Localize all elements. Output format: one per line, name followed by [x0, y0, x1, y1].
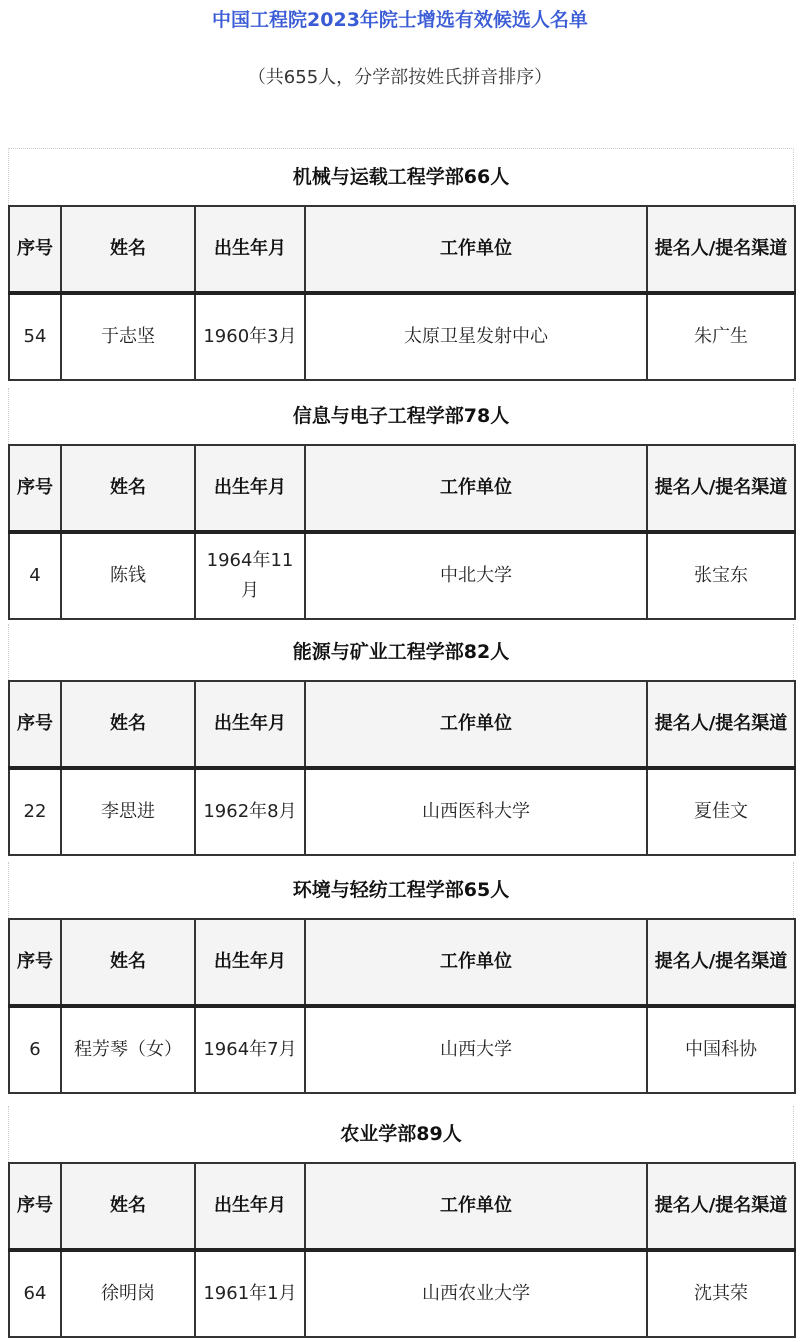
column-header-name: 姓名 [61, 206, 195, 293]
cell-unit: 山西农业大学 [305, 1250, 647, 1337]
table-header-row [9, 206, 795, 293]
column-header-seq: 序号 [9, 206, 61, 293]
table-header-row [9, 1163, 795, 1250]
department-title: 信息与电子工程学部78人 [8, 388, 794, 444]
cell-seq: 4 [9, 532, 61, 619]
table-row [9, 768, 795, 855]
cell-name: 程芳琴（女） [61, 1006, 195, 1093]
cell-seq: 22 [9, 768, 61, 855]
department-section [8, 1106, 794, 1338]
candidate-table [8, 918, 796, 1094]
department-section [8, 862, 794, 1094]
department-section [8, 148, 794, 381]
cell-name: 李思进 [61, 768, 195, 855]
candidate-table [8, 444, 796, 620]
column-header-birth: 出生年月 [195, 1163, 305, 1250]
cell-birth: 1961年1月 [195, 1250, 305, 1337]
column-header-name: 姓名 [61, 1163, 195, 1250]
table-row [9, 1006, 795, 1093]
page-subtitle: （共655人，分学部按姓氏拼音排序） [247, 67, 553, 88]
column-header-birth: 出生年月 [195, 681, 305, 768]
cell-seq: 64 [9, 1250, 61, 1337]
candidate-table [8, 205, 796, 381]
department-title: 能源与矿业工程学部82人 [8, 624, 794, 680]
column-header-name: 姓名 [61, 445, 195, 532]
column-header-birth: 出生年月 [195, 445, 305, 532]
cell-nominator: 张宝东 [647, 532, 795, 619]
department-title: 农业学部89人 [8, 1106, 794, 1162]
candidate-table [8, 1162, 796, 1338]
cell-name: 徐明岗 [61, 1250, 195, 1337]
cell-nominator: 中国科协 [647, 1006, 795, 1093]
column-header-seq: 序号 [9, 919, 61, 1006]
candidate-table [8, 680, 796, 856]
column-header-name: 姓名 [61, 681, 195, 768]
cell-seq: 54 [9, 293, 61, 380]
column-header-unit: 工作单位 [305, 681, 647, 768]
department-title: 机械与运载工程学部66人 [8, 148, 794, 205]
cell-birth: 1964年7月 [195, 1006, 305, 1093]
cell-name: 陈钱 [61, 532, 195, 619]
cell-name: 于志坚 [61, 293, 195, 380]
table-row [9, 1250, 795, 1337]
cell-unit: 中北大学 [305, 532, 647, 619]
column-header-nominator: 提名人/提名渠道 [647, 919, 795, 1006]
column-header-unit: 工作单位 [305, 206, 647, 293]
cell-birth: 1962年8月 [195, 768, 305, 855]
cell-unit: 山西大学 [305, 1006, 647, 1093]
cell-birth: 1964年11月 [195, 532, 305, 619]
department-section [8, 624, 794, 856]
column-header-unit: 工作单位 [305, 445, 647, 532]
cell-unit: 太原卫星发射中心 [305, 293, 647, 380]
column-header-nominator: 提名人/提名渠道 [647, 206, 795, 293]
table-header-row [9, 681, 795, 768]
column-header-birth: 出生年月 [195, 919, 305, 1006]
column-header-birth: 出生年月 [195, 206, 305, 293]
cell-nominator: 朱广生 [647, 293, 795, 380]
table-row [9, 532, 795, 619]
column-header-seq: 序号 [9, 1163, 61, 1250]
column-header-name: 姓名 [61, 919, 195, 1006]
cell-seq: 6 [9, 1006, 61, 1093]
column-header-nominator: 提名人/提名渠道 [647, 445, 795, 532]
department-section [8, 388, 794, 620]
table-row [9, 293, 795, 380]
cell-unit: 山西医科大学 [305, 768, 647, 855]
column-header-nominator: 提名人/提名渠道 [647, 1163, 795, 1250]
column-header-nominator: 提名人/提名渠道 [647, 681, 795, 768]
column-header-unit: 工作单位 [305, 919, 647, 1006]
cell-birth: 1960年3月 [195, 293, 305, 380]
column-header-seq: 序号 [9, 681, 61, 768]
column-header-unit: 工作单位 [305, 1163, 647, 1250]
cell-nominator: 夏佳文 [647, 768, 795, 855]
column-header-seq: 序号 [9, 445, 61, 532]
department-title: 环境与轻纺工程学部65人 [8, 862, 794, 918]
cell-nominator: 沈其荣 [647, 1250, 795, 1337]
table-header-row [9, 445, 795, 532]
table-header-row [9, 919, 795, 1006]
page-title: 中国工程院2023年院士增选有效候选人名单 [212, 9, 588, 31]
